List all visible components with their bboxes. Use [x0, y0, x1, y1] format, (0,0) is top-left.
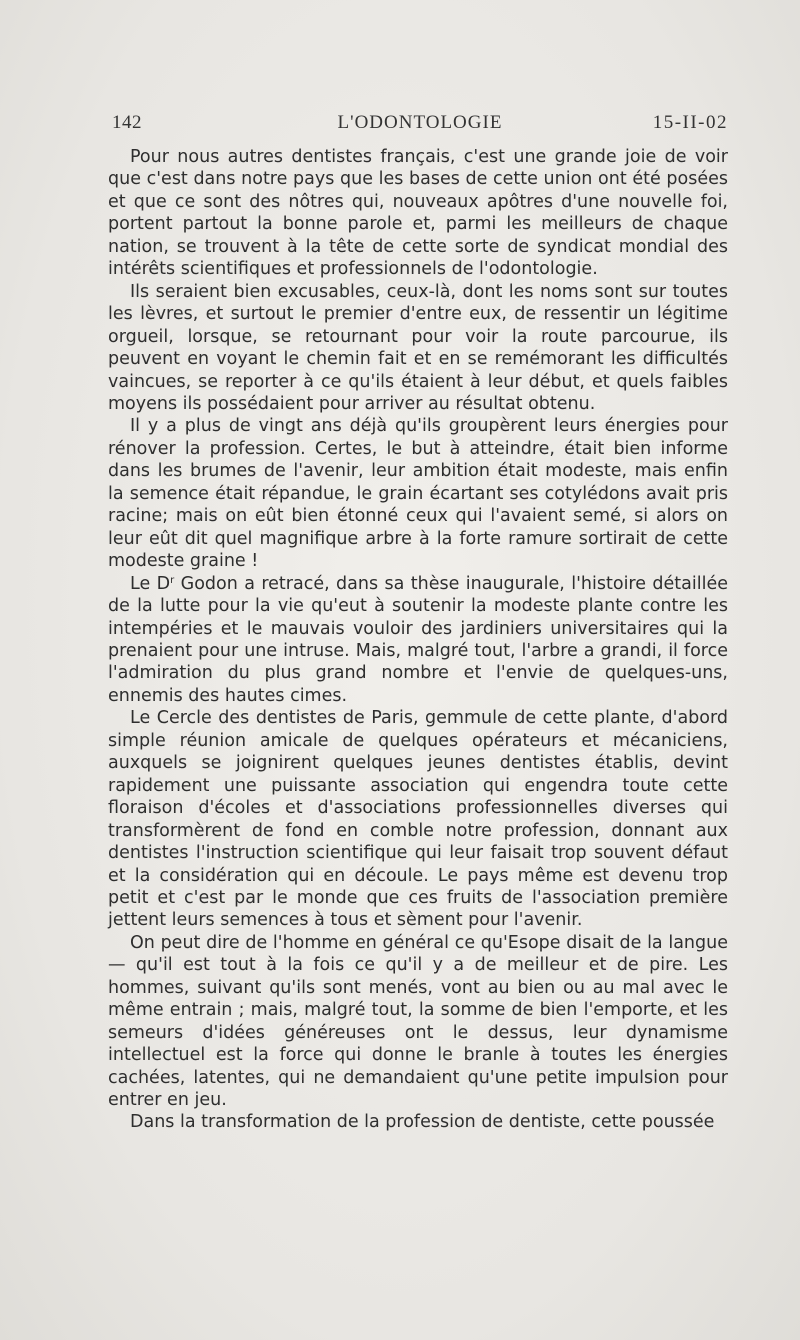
- page-number: 142: [112, 112, 142, 133]
- text-run: Godon a retracé, dans sa thèse inaugurale, l'histoire détaillée de la lutte pour la vie qu'eut à soutenir la modeste plante contre les intempéries et le mauvais vouloir des jardiniers universitaires qui la prenaient pour une intruse. Mais, malgré tout, l'arbre a grandi, il force l'admiration du plus grand nombre et l'envie de quelques-uns, ennemis des hautes cimes.: [108, 573, 728, 706]
- running-header: [112, 112, 728, 140]
- paragraph: Le Cercle des dentistes de Paris, gemmule de cette plante, d'abord simple réunion amicale de quelques opérateurs et mécaniciens, auxquels se joignirent quelques jeunes dentistes établis, devint rapidement une puissante association qui engendra toute cette floraison d'écoles et d'associations professionnelles diverses qui transformèrent de fond en comble notre profession, donnant aux dentistes l'instruction scientifique qui leur faisait trop souvent défaut et la considération qui en découle. Le pays même est devenu trop petit et c'est par le monde que ces fruits de l'association première jettent leurs semences à tous et sèment pour l'avenir.: [108, 708, 728, 931]
- paragraph: On peut dire de l'homme en général ce qu'Esope disait de la langue — qu'il est tout à la fois ce qu'il y a de meilleur et de pire. Les hommes, suivant qu'ils sont menés, vont au bien ou au mal avec le même entrain ; mais, malgré tout, la somme de bien l'emporte, et les semeurs d'idées généreuses ont le dessus, leur dynamisme intellectuel est la force qui donne le branle à toutes les énergies cachées, latentes, qui ne demandaient qu'une petite impulsion pour entrer en jeu.: [108, 932, 728, 1111]
- running-title: L'ODONTOLOGIE: [337, 112, 503, 133]
- paragraph: Dans la transformation de la profession de dentiste, cette poussée: [130, 1112, 715, 1133]
- issue-date: 15-II-02: [652, 112, 728, 133]
- paragraph: Il y a plus de vingt ans déjà qu'ils groupèrent leurs énergies pour rénover la profession. Certes, le but à atteindre, était bien informe dans les brumes de l'avenir, leur ambition était modeste, mais enfin la semence était répandue, le grain écartant ses cotylédons avait pris racine; mais on eût bien étonné ceux qui l'avaient semé, si alors on leur eût dit quel magnifique arbre à la forte ramure sortirait de cette modeste graine !: [108, 416, 728, 572]
- text-run: Le D: [130, 573, 171, 594]
- paragraph-godon: [108, 573, 728, 708]
- paragraph: Ils seraient bien excusables, ceux-là, dont les noms sont sur toutes les lèvres, et surtout le premier d'entre eux, de ressentir un légitime orgueil, lorsque, se retournant pour voir la route parcourue, ils peuvent en voyant le chemin fait et en se remémorant les difficultés vaincues, se reporter à ce qu'ils étaient à leur début, et quels faibles moyens ils possédaient pour arriver au résultat obtenu.: [108, 281, 728, 414]
- superscript: r: [170, 574, 175, 586]
- article-body: [108, 146, 728, 1134]
- paragraph: Pour nous autres dentistes français, c'est une grande joie de voir que c'est dans notre pays que les bases de cette union ont été posées et que ce sont des nôtres qui, nouveaux apôtres d'une nouvelle foi, portent partout la bonne parole et, parmi les meilleurs de chaque nation, se trouvent à la tête de cette sorte de syndicat mondial des intérêts scientifiques et professionnels de l'odontologie.: [108, 147, 728, 280]
